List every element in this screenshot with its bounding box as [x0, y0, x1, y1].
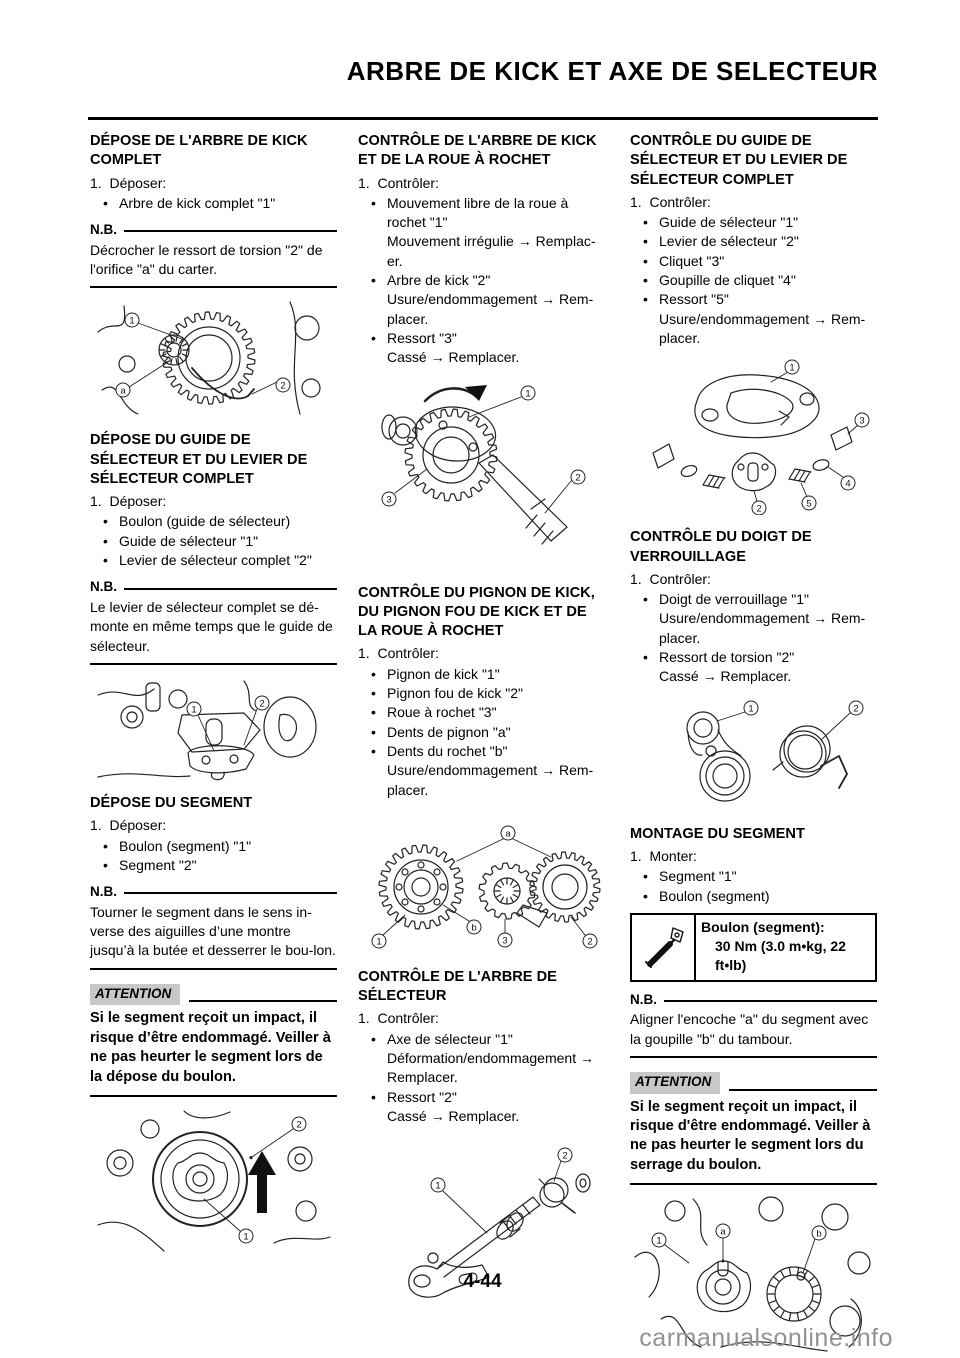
bullet-text: Dents de pignon "a"	[387, 723, 511, 740]
section-heading-controle-guide-selecteur: CONTRÔLE DU GUIDE DE SÉLECTEUR ET DU LEVIER DE SÉLECTEUR COMPLET	[630, 133, 848, 188]
bullet-text: Guide de sélecteur "1"	[659, 214, 799, 231]
list-item	[630, 590, 877, 648]
list-item	[358, 271, 605, 329]
bullet-subtext: Cassé → Remplacer.	[387, 1107, 520, 1124]
section-heading-depose-segment: DÉPOSE DU SEGMENT	[90, 794, 253, 811]
nb-note: Aligner l'encoche "a" du segment avec la goupille "b" du tambour.	[630, 1009, 877, 1058]
callouts	[382, 386, 585, 506]
nb-head	[90, 578, 337, 597]
torque-value: 30 Nm (3.0 m•kg, 22 ft•lb)	[715, 938, 846, 974]
bullet-text: Ressort "2"	[387, 1088, 457, 1105]
nb-head	[90, 221, 337, 240]
list-item	[358, 1030, 605, 1088]
nb-label: N.B.	[630, 991, 657, 1007]
torque-name: Boulon (segment):	[701, 918, 825, 935]
list-item	[358, 703, 605, 722]
list-item	[90, 194, 337, 213]
nb-block	[90, 883, 337, 970]
illustration-shift-guide-exploded	[631, 355, 876, 515]
bullet-text: Dents du rochet "b"	[387, 742, 508, 759]
illustration-segment-removal-arrow	[94, 1107, 334, 1257]
bullet-subtext: Déformation/endommagement → Remplacer.	[387, 1050, 594, 1086]
callout-label: 1	[128, 315, 135, 327]
list-item	[358, 723, 605, 742]
attention-label: ATTENTION	[90, 984, 180, 1006]
list-item	[358, 194, 605, 271]
attention-block	[90, 984, 337, 1097]
callout-label: 2	[756, 503, 762, 515]
bullet-subtext: Usure/endommagement → Rem-placer.	[387, 762, 594, 798]
callout-label: 2	[562, 1150, 568, 1162]
crankcase-line-art	[98, 681, 316, 780]
callout-label: a	[119, 385, 126, 397]
illustration-stopper-lever-and-spring	[631, 694, 876, 812]
list-item	[630, 252, 877, 271]
callout-label: 2	[587, 936, 593, 948]
bullet-list	[630, 590, 877, 687]
nb-note: Le levier de sélecteur complet se dé-monte en même temps que le guide de sélecteur.	[90, 597, 337, 665]
callout-label: 1	[525, 388, 531, 400]
bullet-text: Boulon (segment)	[659, 887, 770, 904]
bullet-text: Boulon (segment) "1"	[119, 837, 252, 854]
list-item	[358, 1088, 605, 1127]
attention-block	[630, 1072, 877, 1185]
attention-head	[90, 984, 337, 1006]
nb-note: Tourner le segment dans le sens in-verse des aiguilles d’une montre jusqu’à la butée et desserrer le bou-lon.	[90, 902, 337, 970]
crankcase-line-art	[98, 1111, 330, 1251]
step-line: 1. Monter:	[630, 847, 697, 864]
callouts	[239, 1117, 306, 1243]
header-rule	[88, 117, 878, 120]
step-line: 1. Contrôler:	[358, 645, 439, 662]
illustration-kick-shaft-assembly	[359, 375, 604, 571]
callout-label: 2	[258, 698, 265, 710]
nb-block	[630, 991, 877, 1058]
rotation-arrowhead-icon	[465, 385, 487, 401]
attention-head	[630, 1072, 877, 1094]
nb-rule	[124, 230, 337, 232]
section-heading-controle-arbre-kick: CONTRÔLE DE L'ARBRE DE KICK ET DE LA ROUE À ROCHET	[358, 133, 597, 169]
up-arrow-icon	[248, 1151, 276, 1213]
callout-label: 1	[242, 1231, 249, 1243]
list-item	[630, 271, 877, 290]
bullet-subtext: Mouvement irrégulie → Remplac-er.	[387, 233, 596, 269]
callout-label: 1	[190, 704, 197, 716]
callouts	[744, 701, 863, 715]
bullet-text: Goupille de cliquet "4"	[659, 272, 796, 288]
list-item	[90, 856, 337, 875]
attention-note: Si le segment reçoit un impact, il risque d'être endommagé. Veiller à ne pas heurter le segment lors du serrage du boulon.	[630, 1098, 877, 1186]
bullet-text: Mouvement libre de la roue à rochet "1"	[387, 194, 569, 231]
nb-note: Décrocher le ressort de torsion "2" de l'orifice "a" du carter.	[90, 240, 337, 289]
list-item	[358, 329, 605, 368]
callout-label: 2	[279, 380, 286, 392]
step-line: 1. Contrôler:	[630, 193, 711, 210]
torque-text	[696, 915, 875, 980]
nb-rule	[124, 588, 337, 590]
list-item	[90, 532, 337, 551]
bullet-subtext: Cassé → Remplacer.	[659, 668, 792, 685]
bullet-list	[90, 194, 337, 213]
list-item	[630, 213, 877, 232]
bullet-text: Levier de sélecteur complet "2"	[119, 552, 312, 569]
callout-label: 4	[845, 478, 851, 490]
bullet-subtext: Cassé → Remplacer.	[387, 349, 520, 366]
bullet-text: Segment "1"	[659, 868, 737, 885]
bullet-list	[630, 213, 877, 348]
callouts	[652, 1224, 826, 1247]
callout-label: 3	[859, 415, 865, 427]
bullet-list	[358, 194, 605, 368]
callout-label: b	[471, 922, 477, 934]
illustration-kick-shaft-in-crankcase	[94, 298, 334, 418]
list-item	[630, 232, 877, 251]
bullet-text: Levier de sélecteur "2"	[659, 233, 799, 250]
bullet-list	[90, 512, 337, 570]
callouts	[116, 313, 290, 397]
illustration-shift-guide-removal	[94, 675, 334, 781]
bullet-text: Roue à rochet "3"	[387, 704, 497, 721]
bullet-list	[90, 837, 337, 876]
nb-rule	[664, 1000, 877, 1002]
bullet-text: Pignon fou de kick "2"	[387, 685, 524, 701]
column-left	[90, 132, 337, 1262]
nb-label: N.B.	[90, 884, 117, 900]
list-item	[90, 551, 337, 570]
attention-label: ATTENTION	[630, 1072, 720, 1094]
list-item	[630, 887, 877, 906]
callout-label: a	[720, 1226, 726, 1238]
section-heading-controle-pignon-kick: CONTRÔLE DU PIGNON DE KICK, DU PIGNON FOU DE KICK ET DE LA ROUE À ROCHET	[358, 584, 595, 640]
nb-label: N.B.	[90, 579, 117, 595]
part-line-art	[653, 372, 858, 505]
bullet-list	[358, 665, 605, 800]
bullet-text: Segment "2"	[119, 856, 197, 873]
part-line-art	[687, 712, 850, 801]
attention-note: Si le segment reçoit un impact, il risque d’être endommagé. Veiller à ne pas heurter le segment lors de la dépose du boulon.	[90, 1009, 337, 1097]
list-item	[630, 648, 877, 687]
callout-label: 5	[806, 498, 812, 510]
list-item	[630, 290, 877, 348]
callout-label: 1	[376, 936, 382, 948]
section-heading-depose-guide-selecteur: DÉPOSE DU GUIDE DE SÉLECTEUR ET DU LEVIER DE SÉLECTEUR COMPLET	[90, 432, 308, 487]
step-line: 1. Contrôler:	[358, 174, 439, 191]
list-item	[358, 684, 605, 703]
nb-label: N.B.	[90, 222, 117, 238]
step-line: 1. Déposer:	[90, 174, 167, 191]
callout-label: 3	[386, 494, 392, 506]
attention-rule	[729, 1089, 877, 1091]
list-item	[358, 665, 605, 684]
nb-head	[90, 883, 337, 902]
callout-label: 1	[435, 1180, 441, 1192]
nb-block	[90, 221, 337, 288]
bullet-text: Cliquet "3"	[659, 252, 725, 269]
callout-label: b	[816, 1228, 822, 1240]
bullet-subtext: Usure/endommagement → Rem-placer.	[387, 291, 594, 327]
list-item	[358, 742, 605, 800]
torque-spec-box	[630, 913, 877, 982]
watermark: carmanualsonline.info	[639, 1324, 893, 1352]
bullet-text: Arbre de kick complet "1"	[119, 194, 276, 211]
bullet-list	[630, 867, 877, 906]
illustration-kick-gears	[359, 807, 604, 955]
bullet-subtext: Usure/endommagement → Rem-placer.	[659, 310, 866, 346]
page-number: 4-44	[463, 1271, 502, 1292]
callout-label: 3	[502, 935, 508, 947]
callout-label: 1	[789, 362, 795, 374]
callouts	[431, 1148, 572, 1192]
list-item	[90, 837, 337, 856]
callout-label: 1	[656, 1235, 662, 1247]
bullet-text: Axe de sélecteur "1"	[387, 1030, 513, 1047]
bullet-text: Guide de sélecteur "1"	[119, 532, 259, 549]
bullet-text: Pignon de kick "1"	[387, 665, 500, 682]
step-line: 1. Contrôler:	[630, 570, 711, 587]
torque-wrench-icon	[632, 915, 696, 980]
part-line-art	[382, 388, 571, 544]
callouts	[372, 826, 597, 948]
section-heading-controle-arbre-selecteur: CONTRÔLE DE L'ARBRE DE SÉLECTEUR	[358, 968, 557, 1005]
callout-label: 2	[853, 703, 859, 715]
nb-block	[90, 578, 337, 665]
section-heading-depose-arbre-kick: DÉPOSE DE L'ARBRE DE KICK COMPLET	[90, 133, 308, 169]
bullet-text: Ressort "5"	[659, 291, 729, 308]
page-title: ARBRE DE KICK ET AXE DE SELECTEUR	[346, 56, 878, 86]
attention-rule	[189, 1000, 337, 1002]
bullet-list	[358, 1030, 605, 1127]
nb-rule	[124, 892, 337, 894]
bullet-text: Boulon (guide de sélecteur)	[119, 513, 291, 530]
column-right	[630, 132, 877, 1358]
step-line: 1. Contrôler:	[358, 1010, 439, 1027]
column-middle	[358, 132, 605, 1304]
callout-label: 2	[295, 1119, 302, 1131]
step-line: 1. Déposer:	[90, 493, 167, 510]
callout-label: 2	[575, 472, 581, 484]
bullet-subtext: Usure/endommagement → Rem-placer.	[659, 610, 866, 646]
list-item	[90, 512, 337, 531]
bullet-text: Ressort de torsion "2"	[659, 649, 795, 665]
bullet-text: Arbre de kick "2"	[387, 272, 491, 289]
callout-label: a	[505, 828, 511, 840]
bullet-text: Ressort "3"	[387, 330, 457, 346]
part-line-art	[379, 839, 600, 935]
nb-head	[630, 991, 877, 1010]
section-heading-montage-segment: MONTAGE DU SEGMENT	[630, 825, 805, 842]
bullet-text: Doigt de verrouillage "1"	[659, 591, 810, 608]
section-heading-controle-doigt-verrouillage: CONTRÔLE DU DOIGT DE VERROUILLAGE	[630, 529, 812, 565]
step-line: 1. Déposer:	[90, 817, 167, 834]
callout-label: 1	[748, 703, 754, 715]
list-item	[630, 867, 877, 886]
